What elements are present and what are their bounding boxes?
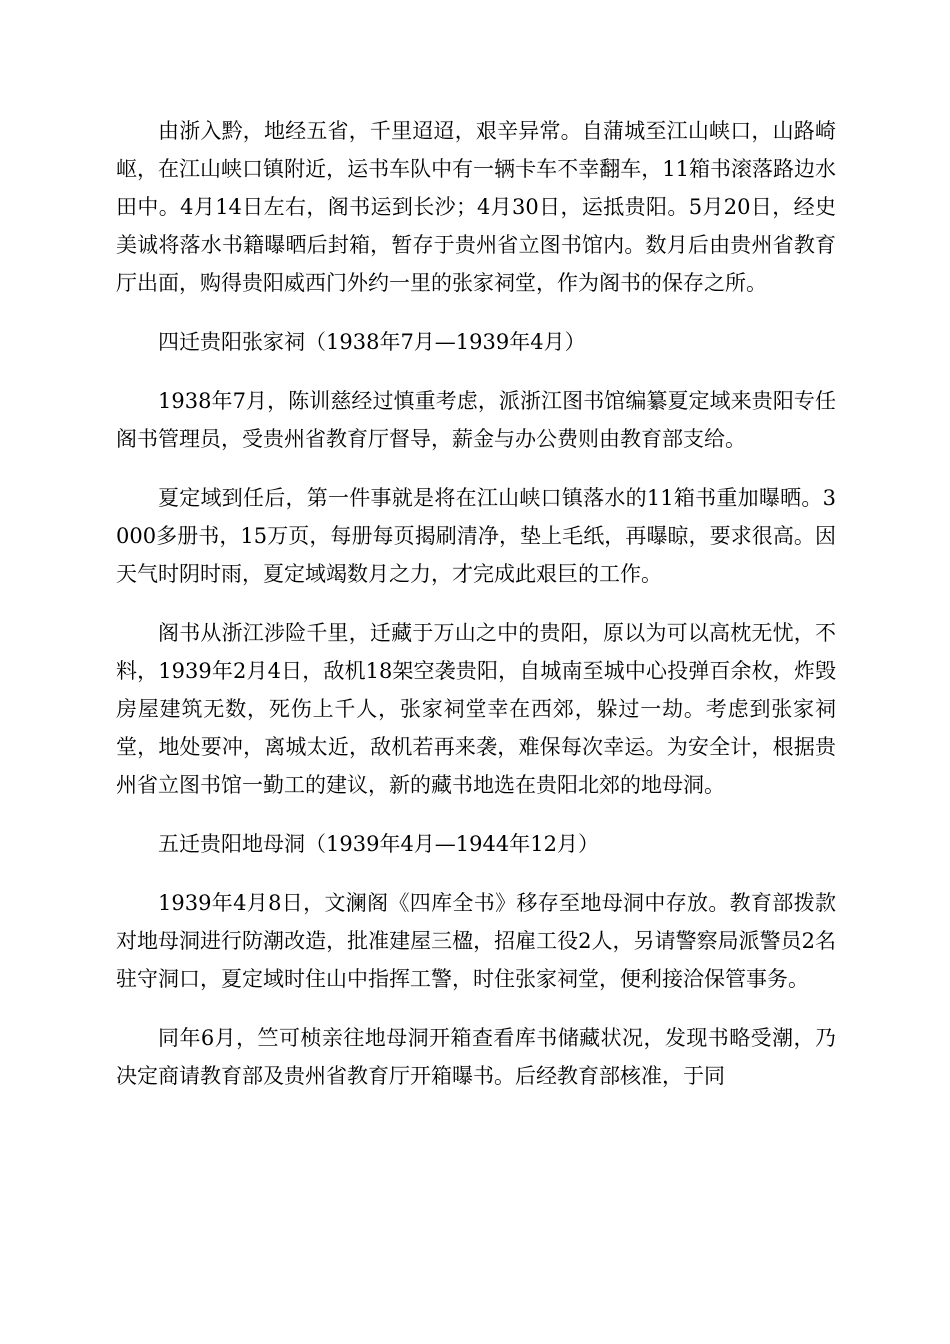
section-heading: 五迁贵阳地母洞（1939年4月—1944年12月） bbox=[158, 832, 599, 856]
document-body bbox=[116, 112, 836, 1116]
paragraph: 夏定域到任后，第一件事就是将在江山峡口镇落水的11箱书重加曝晒。3000多册书，15万页，每册每页揭刷清净，垫上毛纸，再曝晾，要求很高。因天气时阴时雨，夏定域竭数月之力，才完成此艰巨的工作。 bbox=[116, 486, 836, 586]
paragraph: 同年6月，竺可桢亲往地母洞开箱查看库书储藏状况，发现书略受潮，乃决定商请教育部及贵州省教育厅开箱曝书。后经教育部核准，于同 bbox=[116, 1026, 836, 1088]
paragraph: 阁书从浙江涉险千里，迁藏于万山之中的贵阳，原以为可以高枕无忧，不料，1939年2月4日，敌机18架空袭贵阳，自城南至城中心投弹百余枚，炸毁房屋建筑无数，死伤上千人，张家祠堂幸在西郊，躲过一劫。考虑到张家祠堂，地处要冲，离城太近，敌机若再来袭，难保每次幸运。为安全计，根据贵州省立图书馆一勤工的建议，新的藏书地选在贵阳北郊的地母洞。 bbox=[116, 621, 836, 797]
section-heading: 四迁贵阳张家祠（1938年7月—1939年4月） bbox=[158, 330, 586, 354]
paragraph: 由浙入黔，地经五省，千里迢迢，艰辛异常。自蒲城至江山峡口，山路崎岖，在江山峡口镇附近，运书车队中有一辆卡车不幸翻车，11箱书滚落路边水田中。4月14日左右，阁书运到长沙；4月30日，运抵贵阳。5月20日，经史美诚将落水书籍曝晒后封箱，暂存于贵州省立图书馆内。数月后由贵州省教育厅出面，购得贵阳威西门外约一里的张家祠堂，作为阁书的保存之所。 bbox=[116, 119, 836, 295]
paragraph: 1938年7月，陈训慈经过慎重考虑，派浙江图书馆编纂夏定域来贵阳专任阁书管理员，受贵州省教育厅督导，薪金与办公费则由教育部支给。 bbox=[116, 389, 836, 451]
paragraph: 1939年4月8日，文澜阁《四库全书》移存至地母洞中存放。教育部拨款对地母洞进行防潮改造，批准建屋三楹，招雇工役2人，另请警察局派警员2名驻守洞口，夏定域时住山中指挥工警，时住张家祠堂，便利接洽保管事务。 bbox=[116, 891, 836, 991]
